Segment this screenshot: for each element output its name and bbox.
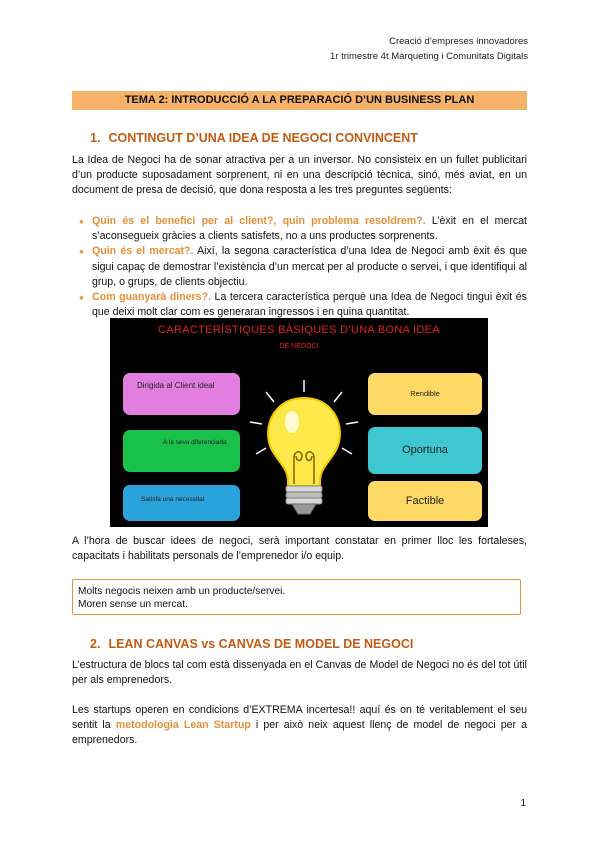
section-1-number: 1.	[90, 131, 101, 145]
list-item	[92, 214, 527, 244]
question-highlight: Quin és el benefici per al client?, quin problema resoldrem?.	[92, 215, 426, 227]
section-1-intro: La Idea de Negoci ha de sonar atractiva per a un inversor. No consisteix en un fullet publicitari d’un producte suposadament sorprenent, ni en una descripció tècnica, sinó, més aviat, en un document de presa de decisió, que dona resposta a les tres preguntes següents:	[72, 154, 527, 197]
header-term: 1r trimestre 4t Màrqueting i Comunitats Digitals	[330, 51, 528, 62]
box-differentiated: A la seva diferenciada	[123, 430, 240, 472]
question-highlight: Quin és el mercat?.	[92, 245, 194, 258]
box-feasible: Factible	[368, 481, 482, 521]
box-target-client: Dirigida al Client ideal	[123, 373, 240, 415]
list-item	[92, 244, 527, 290]
figure-title: CARACTERÍSTIQUES BÀSIQUES D’UNA BONA IDEA	[158, 324, 440, 336]
page-number: 1	[520, 798, 526, 809]
section-1-after-figure: A l’hora de buscar idees de negoci, serà important constatar en primer lloc les fortaleses, capacitats i habilitats personals de l’emprenedor i/o equip.	[72, 535, 527, 563]
paragraph-text: i per això neix aquest llenç de model de negoci per a emprenedors.	[72, 719, 528, 747]
figure-subtitle: DE NEGOCI	[279, 343, 319, 350]
section-1-heading	[90, 131, 418, 145]
section-2-number: 2.	[90, 637, 101, 651]
question-list	[92, 214, 527, 320]
header-course: Creació d’empreses innovadores	[389, 36, 528, 47]
lean-startup-link[interactable]: metodologia Lean Startup	[115, 719, 251, 732]
business-idea-figure	[110, 318, 488, 527]
question-text: Així, la segona característica d’una Idea de Negoci amb èxit és que sigui capaç de demostrar l’existència d’un mercat per al producte o servei, i que identifiqui al grup, o grups, de clients objectiu.	[92, 245, 527, 288]
paragraph-text: Les startups operen en condicions d’EXTREMA incertesa!! aquí és on té veritablement el seu sentit la	[72, 704, 527, 732]
callout-line: Moren sense un mercat.	[78, 599, 188, 610]
list-item	[92, 290, 527, 320]
section-2-paragraph-1: L’estructura de blocs tal com està dissenyada en el Canvas de Model de Negoci no és del tot útil per als emprenedors.	[72, 659, 527, 687]
section-2-paragraph-2	[72, 703, 527, 749]
section-2-heading	[90, 637, 413, 651]
box-profitable: Rendible	[368, 373, 482, 415]
box-satisfies-need: Satisfà una necessitat	[123, 485, 240, 521]
box-timely: Oportuna	[368, 427, 482, 474]
callout-line: Molts negocis neixen amb un producte/servei.	[78, 586, 286, 597]
question-text: La tercera característica perquè una Idea de Negoci tingui èxit és que deixi molt clar com es generaran ingressos i en quina quantitat.	[92, 291, 527, 319]
section-1-title: CONTINGUT D’UNA IDEA DE NEGOCI CONVINCENT	[108, 131, 418, 145]
question-text: L’èxit en el mercat s’aconsegueix gràcies a clients satisfets, no a uns productes sorprenents.	[92, 215, 527, 243]
callout-box	[72, 579, 521, 615]
section-2-title: LEAN CANVAS vs CANVAS DE MODEL DE NEGOCI	[108, 637, 414, 651]
document-header	[330, 34, 528, 64]
question-highlight: Com guanyarà diners?.	[92, 291, 211, 304]
lightbulb-icon	[246, 378, 362, 520]
theme-title-band: TEMA 2: INTRODUCCIÓ A LA PREPARACIÓ D’UN BUSINESS PLAN	[72, 91, 527, 110]
